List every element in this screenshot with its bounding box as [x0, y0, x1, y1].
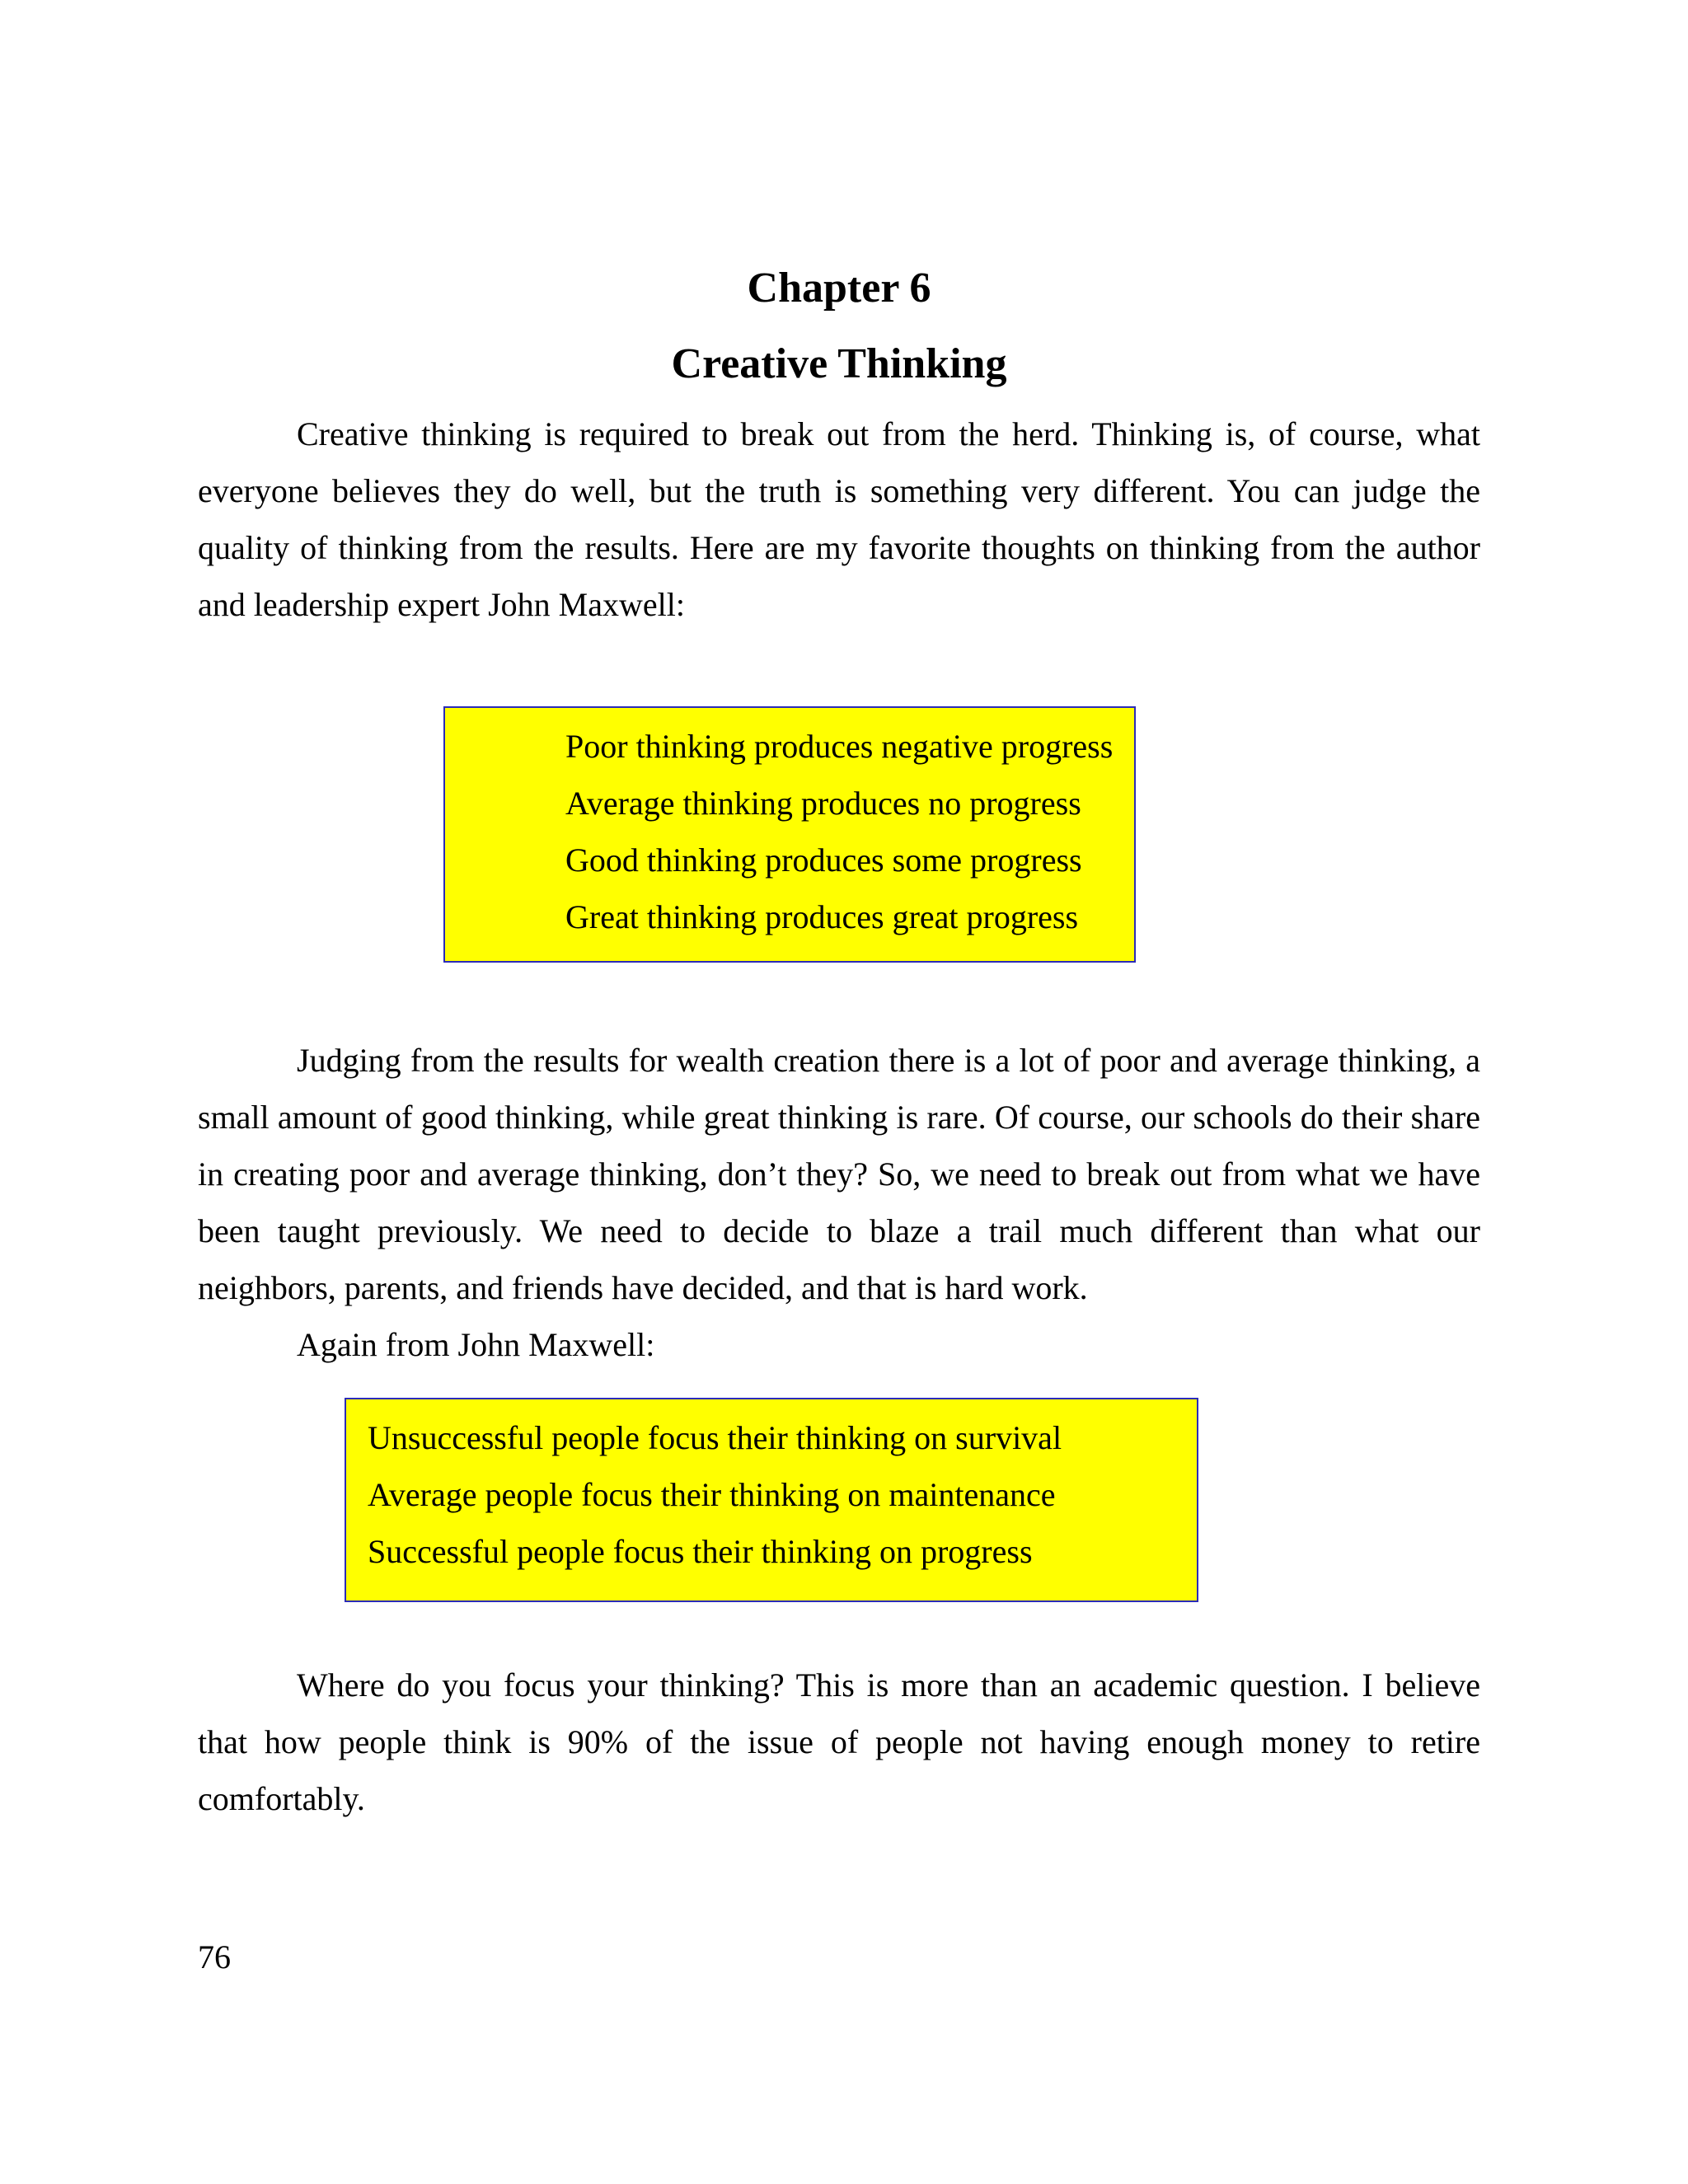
chapter-title-heading: Creative Thinking — [671, 340, 1007, 387]
intro-paragraph-text: Creative thinking is required to break out from the herd. Thinking is, of course, what everyone believes they do well, but the truth is something very different. You can judge the quality of thinking from the results. Here are my favorite thoughts on thinking from the author and leadership expert John Maxwell: — [198, 415, 1480, 623]
thinking-focus-list — [368, 1409, 1062, 1580]
quote-line: Successful people focus their thinking on progress — [368, 1533, 1033, 1570]
thinking-progress-list — [565, 718, 1113, 945]
thinking-progress-quote-box — [443, 706, 1136, 963]
quote-line: Average people focus their thinking on maintenance — [368, 1476, 1056, 1513]
quote-line: Unsuccessful people focus their thinking on survival — [368, 1419, 1062, 1456]
judging-paragraph-text: Judging from the results for wealth creation there is a lot of poor and average thinking, a small amount of good thinking, while great thinking is rare. Of course, our schools do their share in creating poor and average thinking, don’t they? So, we need to break out from what we have been taught previously. We need to decide to blaze a trail much different than what our neighbors, parents, and friends have decided, and that is hard work. — [198, 1042, 1480, 1306]
quote-line: Poor thinking produces negative progress — [565, 728, 1114, 765]
quote-line: Great thinking produces great progress — [565, 898, 1079, 935]
thinking-focus-quote-box — [345, 1398, 1198, 1602]
intro-paragraph — [198, 405, 1480, 633]
page-number: 76 — [198, 1938, 231, 1975]
judging-paragraph — [198, 1032, 1480, 1373]
closing-paragraph-text: Where do you focus your thinking? This is more than an academic question. I believe that how people think is 90% of the issue of people not having enough money to retire comfortably. — [198, 1666, 1480, 1817]
again-paragraph-text: Again from John Maxwell: — [297, 1326, 655, 1363]
quote-line: Good thinking produces some progress — [565, 841, 1082, 879]
quote-line: Average thinking produces no progress — [565, 785, 1081, 822]
chapter-number-heading: Chapter 6 — [747, 265, 931, 312]
closing-paragraph — [198, 1657, 1480, 1827]
